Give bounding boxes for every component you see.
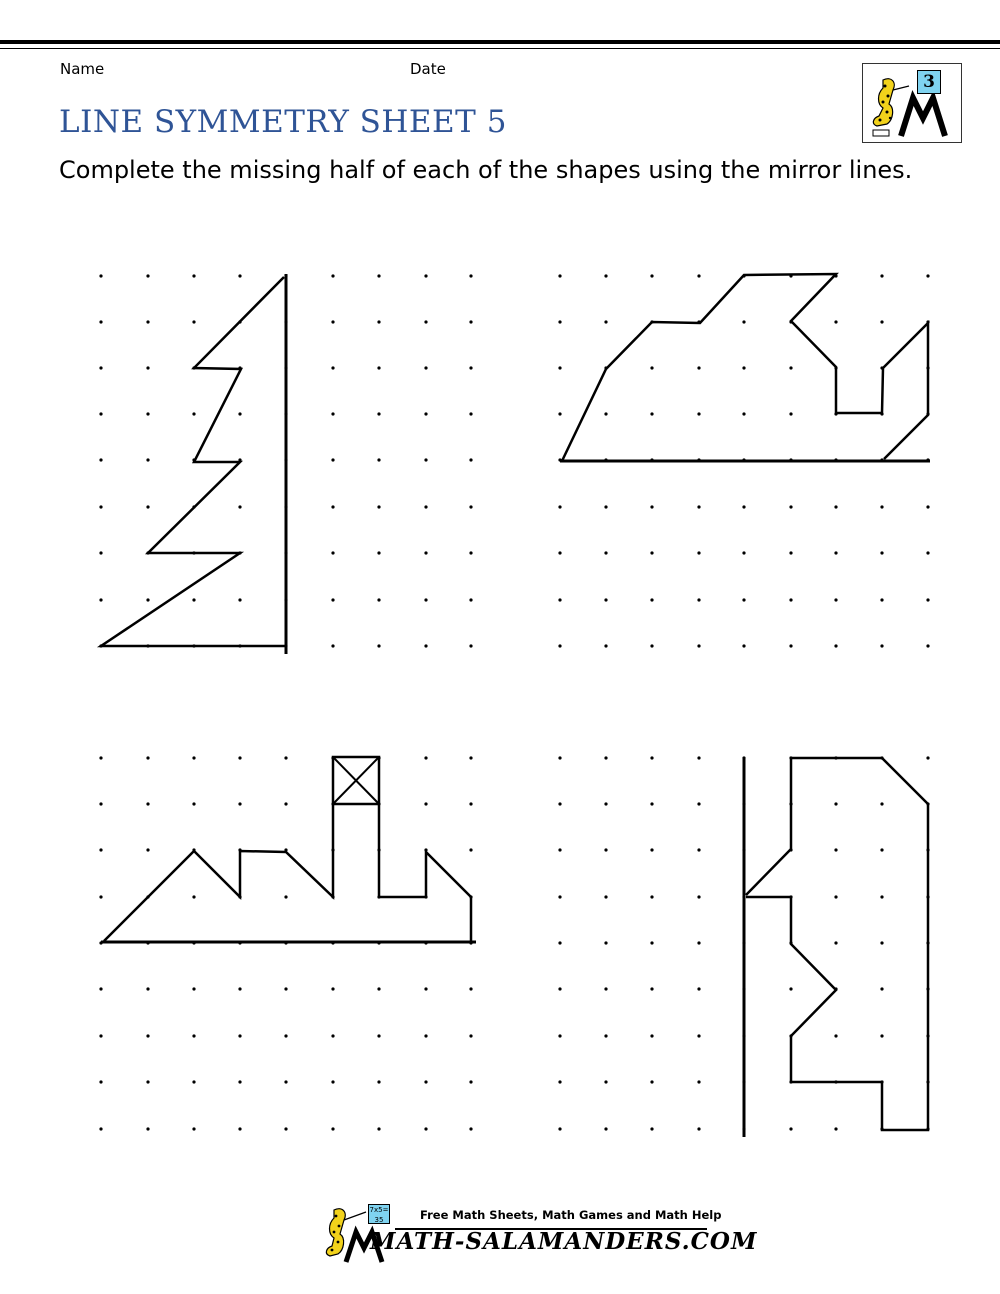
grid-dot (926, 505, 929, 508)
grid-dot (331, 366, 334, 369)
grid-dot (558, 274, 561, 277)
grid-dot (424, 551, 427, 554)
grid-dot (99, 412, 102, 415)
grid-dot (377, 1080, 380, 1083)
grid-dot (926, 644, 929, 647)
grid-dot (697, 1080, 700, 1083)
grid-dot (558, 598, 561, 601)
grid-dot (146, 598, 149, 601)
grid-dot (424, 598, 427, 601)
grid-dot (650, 895, 653, 898)
grid-dot (834, 551, 837, 554)
grid-dot (604, 1080, 607, 1083)
grid-dot (604, 551, 607, 554)
grid-dot (99, 274, 102, 277)
grid-dot (789, 412, 792, 415)
grid-dot (146, 1034, 149, 1037)
grid-dot (238, 1080, 241, 1083)
grid-dot (604, 756, 607, 759)
grid-dot (424, 320, 427, 323)
grid-dot (558, 505, 561, 508)
grid-dot (742, 320, 745, 323)
footer-mini-badge (368, 1204, 390, 1224)
grid-dot (469, 1080, 472, 1083)
grid-dot (650, 941, 653, 944)
grid-dot (650, 848, 653, 851)
shape-3-half (104, 757, 471, 941)
grid-dot (469, 802, 472, 805)
grid-dot (604, 1127, 607, 1130)
grid-dot (331, 320, 334, 323)
grid-dot (377, 644, 380, 647)
grid-dot (99, 551, 102, 554)
grid-dot (604, 598, 607, 601)
grid-dot (469, 505, 472, 508)
grid-dot (424, 366, 427, 369)
grid-dot (284, 987, 287, 990)
grid-dot (377, 1127, 380, 1130)
sheet-title: LINE SYMMETRY SHEET 5 (59, 104, 507, 140)
grid-dot (424, 1080, 427, 1083)
grid-dot (697, 895, 700, 898)
grid-dot (926, 598, 929, 601)
grid-dot (377, 366, 380, 369)
grid-dot (424, 756, 427, 759)
grid-dot (880, 987, 883, 990)
grade-number: 3 (917, 70, 941, 94)
grid-dot (697, 598, 700, 601)
grid-dot (558, 1127, 561, 1130)
grid-dot (424, 1034, 427, 1037)
grid-dot (469, 598, 472, 601)
grid-dot (192, 598, 195, 601)
grid-dot (880, 802, 883, 805)
grid-dot (789, 366, 792, 369)
grid-dot (469, 366, 472, 369)
grid-dot (558, 895, 561, 898)
grid-dot (331, 458, 334, 461)
grid-dot (238, 274, 241, 277)
grid-dot (926, 274, 929, 277)
grid-dot (880, 644, 883, 647)
grid-dot (469, 412, 472, 415)
grid-dot (604, 802, 607, 805)
grid-dot (558, 551, 561, 554)
grid-dot (238, 1127, 241, 1130)
grid-dot (789, 987, 792, 990)
grid-dot (742, 412, 745, 415)
grid-dot (284, 1034, 287, 1037)
grid-dot (331, 1127, 334, 1130)
grid-dot (99, 1080, 102, 1083)
grid-dot (331, 505, 334, 508)
grid-dot (284, 1080, 287, 1083)
grid-dot (99, 505, 102, 508)
grid-dot (99, 1034, 102, 1037)
grid-dot (880, 320, 883, 323)
grid-dot (192, 412, 195, 415)
grid-dot (238, 598, 241, 601)
grid-dot (834, 848, 837, 851)
grid-dot (146, 458, 149, 461)
grid-dot (558, 1034, 561, 1037)
grid-dot (424, 987, 427, 990)
grid-dot (558, 644, 561, 647)
grid-dot (146, 756, 149, 759)
grid-dot (469, 320, 472, 323)
grid-dot (424, 644, 427, 647)
grid-dot (469, 644, 472, 647)
grid-dot (558, 412, 561, 415)
grid-dot (99, 848, 102, 851)
grid-dot (146, 412, 149, 415)
footer-site-name: MATH-SALAMANDERS.COM (370, 1228, 758, 1255)
grid-dot (650, 1127, 653, 1130)
grid-dot (697, 551, 700, 554)
grid-dot (377, 274, 380, 277)
grid-dot (834, 644, 837, 647)
grid-dot (377, 505, 380, 508)
grid-dot (697, 802, 700, 805)
grid-dot (834, 598, 837, 601)
shape-1-half (101, 277, 286, 646)
grid-dot (558, 320, 561, 323)
grid-dot (146, 848, 149, 851)
grid-dot (697, 848, 700, 851)
grid-dot (192, 756, 195, 759)
grid-dot (284, 1127, 287, 1130)
grid-dot (99, 598, 102, 601)
grid-dot (469, 1034, 472, 1037)
grid-dot (558, 756, 561, 759)
grid-dot (650, 644, 653, 647)
grid-dot (650, 1034, 653, 1037)
grid-dot (146, 1127, 149, 1130)
grid-dot (789, 551, 792, 554)
grid-dot (146, 802, 149, 805)
grid-dot (697, 644, 700, 647)
grid-dot (650, 274, 653, 277)
grid-dot (192, 1080, 195, 1083)
grid-dot (146, 274, 149, 277)
grid-dot (331, 598, 334, 601)
grid-dot (880, 941, 883, 944)
grid-dot (424, 458, 427, 461)
grid-dot (331, 412, 334, 415)
grid-dot (377, 412, 380, 415)
grid-dot (192, 274, 195, 277)
grid-dot (331, 987, 334, 990)
grid-dot (192, 987, 195, 990)
grid-dot (604, 320, 607, 323)
grid-dot (926, 756, 929, 759)
grid-dot (99, 802, 102, 805)
grid-dot (650, 412, 653, 415)
grid-dot (697, 1034, 700, 1037)
grid-dot (238, 505, 241, 508)
grid-dot (146, 320, 149, 323)
grid-dot (604, 987, 607, 990)
grid-dot (697, 366, 700, 369)
grid-dot (742, 505, 745, 508)
grid-dot (834, 802, 837, 805)
grid-dot (604, 1034, 607, 1037)
grid-dot (880, 848, 883, 851)
grid-dot (424, 412, 427, 415)
footer-mini-badge-top: 7x5= (369, 1206, 389, 1214)
grid-dot (604, 412, 607, 415)
grid-dot (146, 505, 149, 508)
date-label: Date (410, 60, 446, 78)
grid-dot (604, 644, 607, 647)
grid-dot (469, 987, 472, 990)
grid-dot (331, 1080, 334, 1083)
grid-dot (880, 505, 883, 508)
grid-dot (238, 756, 241, 759)
grid-dot (789, 598, 792, 601)
grid-dot (558, 987, 561, 990)
grid-dot (558, 848, 561, 851)
grid-dot (742, 551, 745, 554)
grid-dot (377, 320, 380, 323)
grid-dot (834, 941, 837, 944)
grid-dot (558, 941, 561, 944)
grid-dot (604, 941, 607, 944)
grid-dot (742, 644, 745, 647)
grid-dot (377, 987, 380, 990)
grid-dot (99, 895, 102, 898)
grid-dot (697, 1127, 700, 1130)
grid-dot (650, 1080, 653, 1083)
grid-dot (99, 1127, 102, 1130)
grid-dot (146, 366, 149, 369)
grid-dot (146, 987, 149, 990)
grid-dot (192, 895, 195, 898)
grid-dot (192, 1127, 195, 1130)
footer-mini-badge-bottom: 35 (374, 1216, 384, 1224)
grid-dot (424, 505, 427, 508)
grid-dot (377, 458, 380, 461)
grid-dot (331, 274, 334, 277)
grid-dot (650, 366, 653, 369)
grid-dot (424, 802, 427, 805)
grid-dot (99, 458, 102, 461)
grid-dot (604, 274, 607, 277)
grid-dot (331, 551, 334, 554)
grid-dot (604, 848, 607, 851)
name-label: Name (60, 60, 105, 78)
grid-dot (697, 987, 700, 990)
grid-dot (697, 756, 700, 759)
grid-dot (558, 366, 561, 369)
grid-dot (238, 987, 241, 990)
grid-dot (742, 366, 745, 369)
grid-dot (284, 756, 287, 759)
grid-dot (650, 987, 653, 990)
grid-dot (469, 274, 472, 277)
grid-dot (377, 598, 380, 601)
grid-dot (192, 1034, 195, 1037)
grid-dot (424, 1127, 427, 1130)
grid-dot (789, 644, 792, 647)
grid-dot (697, 274, 700, 277)
grid-dot (604, 505, 607, 508)
grid-dot (742, 598, 745, 601)
grid-dot (238, 412, 241, 415)
grid-dot (880, 598, 883, 601)
grid-dot (880, 274, 883, 277)
grid-dot (789, 1127, 792, 1130)
grid-dot (146, 1080, 149, 1083)
grid-dot (926, 551, 929, 554)
grid-dot (99, 320, 102, 323)
grid-dot (604, 895, 607, 898)
grid-dot (650, 756, 653, 759)
grid-dot (558, 802, 561, 805)
grid-dot (697, 505, 700, 508)
grid-dot (192, 320, 195, 323)
grid-dot (238, 802, 241, 805)
grid-dot (469, 1127, 472, 1130)
grid-dot (377, 1034, 380, 1037)
grid-dot (697, 941, 700, 944)
footer-tagline: Free Math Sheets, Math Games and Math Help (420, 1208, 722, 1222)
grid-dot (834, 1034, 837, 1037)
grid-dot (469, 458, 472, 461)
grid-dot (99, 366, 102, 369)
grid-dot (697, 412, 700, 415)
grid-dot (880, 895, 883, 898)
grid-dot (650, 598, 653, 601)
grid-dot (834, 895, 837, 898)
grid-dot (469, 848, 472, 851)
grid-dot (284, 895, 287, 898)
grid-dot (424, 274, 427, 277)
grid-dot (469, 551, 472, 554)
grid-dot (558, 1080, 561, 1083)
grid-dot (834, 320, 837, 323)
grid-dot (284, 802, 287, 805)
grid-dot (789, 505, 792, 508)
grid-dot (650, 551, 653, 554)
grid-dot (880, 1034, 883, 1037)
grid-dot (880, 551, 883, 554)
grid-dot (650, 505, 653, 508)
grid-dot (834, 505, 837, 508)
grid-dot (99, 987, 102, 990)
grid-dot (331, 1034, 334, 1037)
grid-dot (99, 756, 102, 759)
grid-dot (192, 802, 195, 805)
grid-dot (650, 802, 653, 805)
grid-dot (469, 756, 472, 759)
grid-dot (834, 1127, 837, 1130)
grid-dot (377, 551, 380, 554)
instructions: Complete the missing half of each of the shapes using the mirror lines. (59, 156, 913, 184)
grid-dot (331, 644, 334, 647)
grid-dot (238, 1034, 241, 1037)
